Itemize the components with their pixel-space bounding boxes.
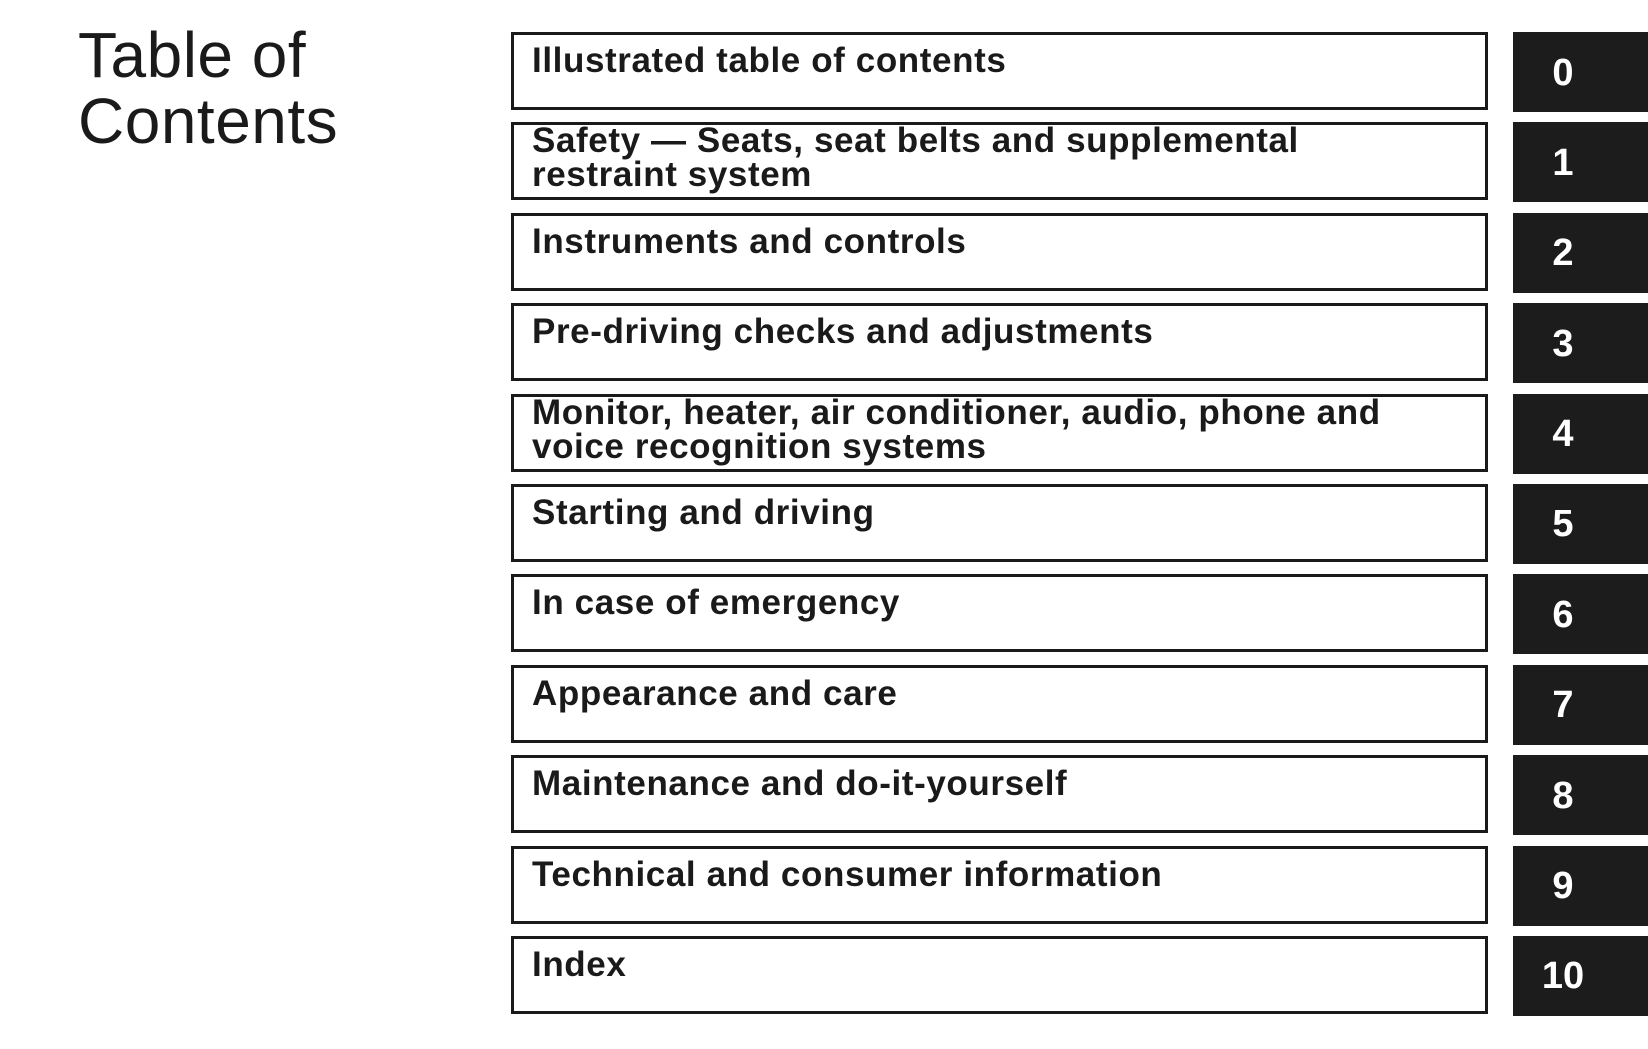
toc-item-label: Illustrated table of contents	[532, 41, 1007, 80]
toc-item-appearance-and-care[interactable]	[511, 665, 1648, 743]
section-number: 9	[1552, 865, 1574, 908]
toc-item-box[interactable]	[511, 394, 1488, 472]
toc-item-box[interactable]	[511, 755, 1488, 833]
toc-item-label: Maintenance and do-it-yourself	[532, 764, 1068, 804]
section-number: 7	[1552, 684, 1574, 727]
section-number: 3	[1552, 322, 1574, 365]
page-title-line-1: Table of	[78, 19, 307, 91]
section-tab[interactable]	[1513, 846, 1648, 926]
toc-item-box[interactable]	[511, 665, 1488, 743]
toc-item-label: Technical and consumer information	[532, 854, 1163, 894]
toc-item-illustrated-table-of-contents[interactable]	[511, 32, 1648, 110]
section-number: 6	[1552, 593, 1574, 636]
toc-item-box[interactable]	[511, 574, 1488, 652]
toc-item-label: In case of emergency	[532, 583, 900, 623]
toc-item-pre-driving-checks[interactable]	[511, 303, 1648, 381]
toc-item-safety[interactable]	[511, 122, 1648, 200]
toc-item-instruments-and-controls[interactable]	[511, 213, 1648, 291]
toc-item-label: Safety — Seats, seat belts and supplemental restraint system	[532, 121, 1299, 195]
toc-item-box[interactable]	[511, 484, 1488, 562]
page-title-line-2: Contents	[78, 85, 339, 157]
toc-item-box[interactable]	[511, 936, 1488, 1014]
section-tab[interactable]	[1513, 303, 1648, 383]
toc-item-box[interactable]	[511, 846, 1488, 924]
toc-item-box[interactable]	[511, 32, 1488, 110]
toc-item-label: Monitor, heater, air conditioner, audio, phone and voice recognition systems	[532, 392, 1381, 466]
section-tab[interactable]	[1513, 394, 1648, 474]
section-number: 4	[1552, 413, 1574, 456]
toc-item-maintenance[interactable]	[511, 755, 1648, 833]
toc-item-label: Index	[532, 944, 627, 984]
section-tab[interactable]	[1513, 32, 1648, 112]
section-tab[interactable]	[1513, 665, 1648, 745]
section-tab[interactable]	[1513, 755, 1648, 835]
section-number: 0	[1552, 51, 1574, 94]
section-tab[interactable]	[1513, 574, 1648, 654]
section-tab[interactable]	[1513, 484, 1648, 564]
section-number: 10	[1541, 955, 1585, 998]
toc-item-box[interactable]	[511, 213, 1488, 291]
toc-item-label: Pre-driving checks and adjustments	[532, 312, 1154, 352]
section-tab[interactable]	[1513, 213, 1648, 293]
section-tab[interactable]	[1513, 122, 1648, 202]
toc-list	[511, 32, 1648, 1026]
toc-item-monitor-heater-audio[interactable]	[511, 394, 1648, 472]
toc-item-label: Appearance and care	[532, 673, 898, 713]
section-number: 2	[1552, 232, 1574, 275]
toc-item-label: Instruments and controls	[532, 221, 967, 261]
toc-item-label: Starting and driving	[532, 492, 875, 532]
page-title	[78, 19, 339, 157]
toc-item-index[interactable]	[511, 936, 1648, 1014]
toc-item-technical-and-consumer-information[interactable]	[511, 846, 1648, 924]
section-number: 1	[1552, 141, 1574, 184]
section-number: 5	[1552, 503, 1574, 546]
toc-item-starting-and-driving[interactable]	[511, 484, 1648, 562]
section-tab[interactable]	[1513, 936, 1648, 1016]
toc-item-in-case-of-emergency[interactable]	[511, 574, 1648, 652]
section-number: 8	[1552, 774, 1574, 817]
toc-item-box[interactable]	[511, 303, 1488, 381]
toc-item-box[interactable]	[511, 122, 1488, 200]
